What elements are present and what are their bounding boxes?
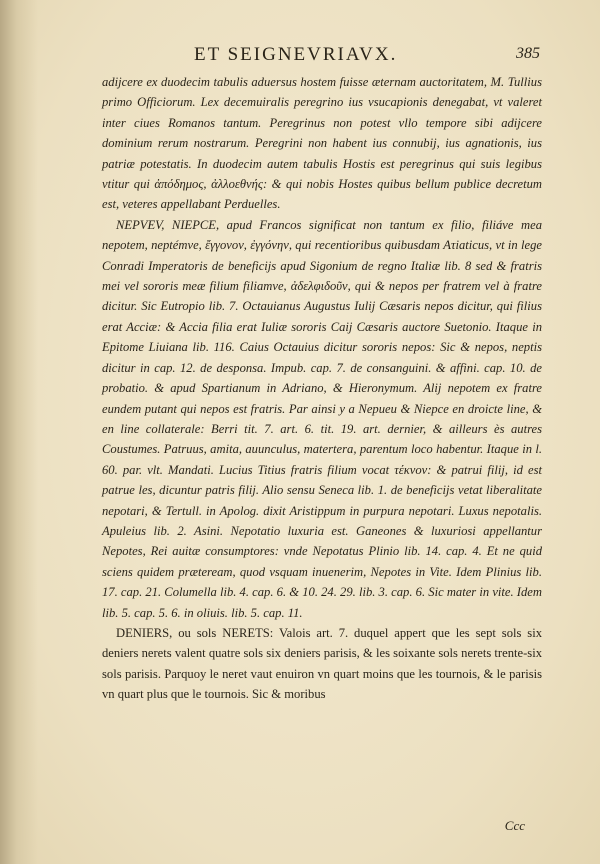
running-head: ET SEIGNEVRIAVX. bbox=[194, 44, 398, 65]
body-text bbox=[102, 72, 542, 705]
binding-gutter bbox=[0, 0, 38, 864]
catchword: Ccc bbox=[504, 818, 525, 833]
paragraph-deniers: DENIERS, ou sols NERETS: Valois art. 7. duquel appert que les sept sols six deniers nerets valent quatre sols six deniers parisis, & les soixante sols nerets trente-six sols parisis. Parquoy le neret vaut enuiron vn quart moins que les tournois, & le parisis vn quart plus que le tournois. Sic & moribus bbox=[102, 625, 542, 702]
paragraph-hostis: adijcere ex duodecim tabulis aduersus hostem fuisse æternam auctoritatem, M. Tullius primo Officiorum. Lex decemuiralis peregrino ius vsucapionis denegabat, vt valeret inter ciues Romanos tantum. Peregrinus non potest vllo tempore sibi adijcere dominium rerum nostrarum. Peregrini non habent ius connubij, ius agnationis, ius patriæ potestatis. In duodecim autem tabulis Hostis est peregrinus qui suis legibus vtitur qui ἀπόδημος, ἀλλοεθνής: & qui nobis Hostes quibus bellum publice decretum est, veteres appellabant Perduelles. bbox=[102, 75, 542, 212]
page-header bbox=[100, 44, 540, 70]
page-number: 385 bbox=[516, 45, 540, 62]
paragraph-nepveu: NEPVEV, NIEPCE, apud Francos significat non tantum ex filio, filiáve mea nepotem, neptémve, ἔγγονον, ἐγγόνην, qui recentioribus quibusdam Ατiaticus, vt in lege Conradi Imperatoris de beneficijs apud Sigonium de regno Italiæ lib. 8 sed & fratris mei vel sororis meæ filium filiamve, ἀδελφιδοῦν, qui & nepos per fratrem vel à fratre dicitur. Sic Eutropio lib. 7. Octauianus Augustus Iulij Cæsaris nepos dicitur, qui filius erat Acciæ: & Accia filia erat Iuliæ sororis Caij Cæsaris auctore Suetonio. Itaque in Epitome Liuiana lib. 116. Caius Octauius dicitur sororis nepos: Sic & nepos, neptis dicitur in cap. 12. de desponsa. Impub. cap. 7. de consanguini. & affini. cap. 10. de probatio. & apud Spartianum in Adriano, & Hieronymum. Alij nepotem ex fratre eundem putant qui nepos est fratris. Par ainsi y a Nepueu & Niepce en droicte line, & en line collaterale: Berri tit. 7. art. 6. tit. 19. art. dernier, & ailleurs ès autres Coustumes. Patruus, amita, auunculus, matertera, parentum loco habentur. Itaque in l. 60. par. vlt. Mandati. Lucius Titius fratris filium vocat τέκνον: & patrui filij, id est patrue les, dicuntur patris filij. Alio sensu Seneca lib. 1. de beneficijs vetat liberalitate nepotari, & Tertull. in Apolog. dixit Aristippum in purpura nepotari. Luxus nepotalis. Apuleius lib. 2. Asini. Nepotatio luxuria est. Ganeones & luxuriosi appellantur Nepotes, Rei auitæ consumptores: vnde Nepotatus Plinio lib. 14. cap. 4. Et ne quid sciens quidem præteream, quod vsquam inuenerim, Nepotes in Vite. Idem Plinius lib. 17. cap. 21. Columella lib. 4. cap. 6. & 10. 24. 29. lib. 3. cap. 6. Sic mater in vite. Idem lib. 5. cap. 5. 6. in oliuis. lib. 5. cap. 11. bbox=[102, 217, 542, 620]
